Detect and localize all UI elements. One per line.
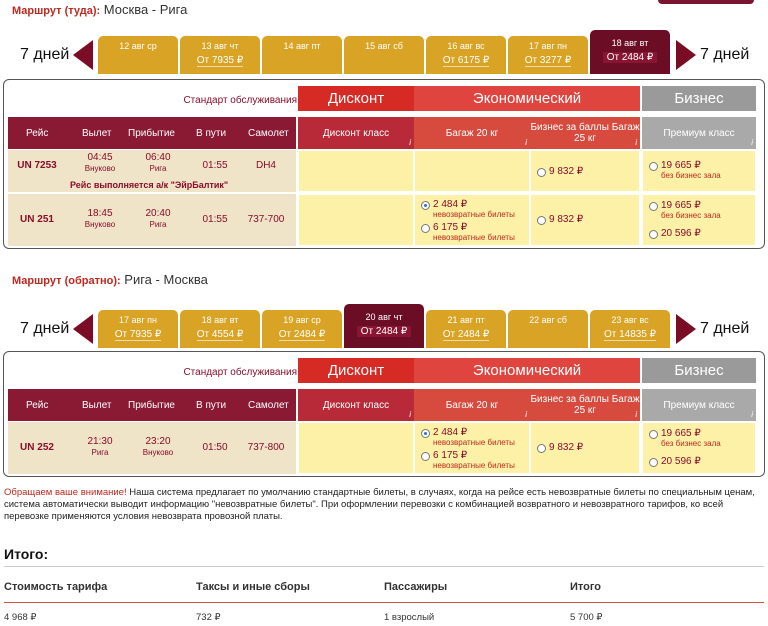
inbound-route-value: Рига - Москва — [124, 272, 208, 287]
date-label: 19 авг ср — [283, 315, 321, 325]
price-note: без бизнес зала — [661, 439, 721, 448]
info-icon[interactable]: i — [751, 138, 753, 147]
date-label: 18 авг вт — [201, 315, 239, 325]
service-standard-label: Стандарт обслуживания — [183, 95, 297, 106]
fare-option-business[interactable] — [649, 429, 721, 449]
outbound-next-week[interactable] — [676, 38, 749, 72]
departure-cell — [72, 436, 128, 458]
plane-type: DH4 — [255, 160, 276, 171]
summary-taxes-value: 732 ₽ — [196, 612, 221, 623]
divider — [4, 602, 764, 603]
price: 9 832 ₽ — [549, 166, 584, 177]
price: 19 665 ₽ — [661, 200, 701, 211]
inbound-date-bar — [0, 308, 768, 352]
table-row — [8, 194, 296, 246]
radio-button[interactable] — [649, 162, 658, 171]
date-label: 17 авг пн — [119, 315, 157, 325]
fare-option-business-2[interactable] — [649, 457, 701, 467]
inbound-prev-week[interactable] — [20, 312, 93, 346]
sub-discount-label: Дисконт класс — [322, 127, 390, 139]
radio-button[interactable] — [649, 458, 658, 467]
fare-cell-points — [530, 194, 640, 246]
arrow-left-icon — [73, 40, 93, 70]
outbound-date-tab[interactable] — [180, 36, 260, 74]
inbound-date-tab[interactable] — [262, 310, 342, 348]
class-business-header: Бизнес — [642, 358, 756, 383]
duration: 01:55 — [202, 214, 228, 225]
dep-airport: Внуково — [84, 220, 116, 229]
radio-button[interactable] — [537, 444, 546, 453]
table-row — [8, 150, 296, 192]
radio-button[interactable] — [649, 202, 658, 211]
summary-passengers-value: 1 взрослый — [384, 612, 435, 623]
fare-cell-empty — [298, 194, 414, 246]
date-label: 20 авг чт — [365, 312, 403, 322]
outbound-prev-week[interactable] — [20, 38, 93, 72]
price: 6 175 ₽ — [433, 222, 468, 233]
class-business-header: Бизнес — [642, 86, 756, 111]
summary-total-value: 5 700 ₽ — [570, 612, 603, 623]
inbound-date-tab[interactable] — [98, 310, 178, 348]
col-arrival: Прибытие — [128, 127, 175, 139]
sub-discount — [298, 389, 414, 421]
radio-button[interactable] — [649, 430, 658, 439]
date-label: 16 авг вс — [447, 41, 485, 51]
sub-premium-label: Премиум класс — [663, 127, 735, 139]
date-label: 13 авг чт — [201, 41, 239, 51]
outbound-date-tab[interactable] — [344, 36, 424, 74]
fare-cell-business — [642, 194, 756, 246]
plane-type: 737-700 — [247, 214, 285, 225]
notice-text — [4, 487, 764, 523]
radio-button[interactable] — [421, 452, 430, 461]
sub-discount-label: Дисконт класс — [322, 399, 390, 411]
fare-cell-economy — [414, 194, 530, 246]
fare-cell-empty — [414, 150, 530, 192]
info-icon[interactable]: i — [409, 410, 411, 419]
flight-number: UN 252 — [20, 442, 54, 453]
info-icon[interactable]: i — [525, 138, 527, 147]
sub-baggage-label: Багаж 20 кг — [445, 127, 499, 139]
date-label: 14 авг пт — [283, 41, 321, 51]
arr-airport: Рига — [149, 164, 167, 173]
departure-cell — [72, 152, 128, 174]
date-price: От 3277 ₽ — [524, 55, 572, 66]
summary-title: Итого: — [4, 546, 49, 562]
outbound-route-value: Москва - Рига — [103, 2, 188, 17]
arr-airport: Внуково — [142, 448, 174, 457]
class-discount-header: Дисконт — [298, 86, 414, 111]
col-arrival: Прибытие — [128, 399, 175, 411]
radio-button-selected[interactable] — [421, 201, 430, 210]
fare-option-economy-2[interactable] — [421, 223, 515, 243]
fare-option-economy-1[interactable] — [421, 428, 515, 448]
info-icon[interactable]: i — [525, 410, 527, 419]
outbound-date-bar — [0, 34, 768, 78]
sub-premium — [642, 117, 756, 149]
arr-time: 20:40 — [145, 208, 171, 219]
date-label: 22 авг сб — [529, 315, 567, 325]
price: 9 832 ₽ — [549, 442, 584, 453]
fare-cell-business — [642, 150, 756, 192]
date-price: От 2484 ₽ — [357, 326, 412, 337]
arrow-left-icon — [73, 314, 93, 344]
date-label: 15 авг сб — [365, 41, 403, 51]
price-note: невозвратные билеты — [433, 461, 515, 470]
col-departure: Вылет — [82, 399, 112, 411]
col-duration: В пути — [196, 399, 227, 411]
outbound-date-tab[interactable] — [508, 36, 588, 74]
price: 2 484 ₽ — [433, 427, 468, 438]
dep-airport: Внуково — [84, 164, 116, 173]
radio-button[interactable] — [421, 224, 430, 233]
price: 2 484 ₽ — [433, 199, 468, 210]
fare-option-economy-2[interactable] — [421, 451, 515, 471]
radio-button[interactable] — [537, 168, 546, 177]
sub-points — [530, 117, 640, 149]
sub-points-label: Бизнес за баллы Багаж 25 кг — [530, 394, 640, 416]
price: 20 596 ₽ — [661, 456, 701, 467]
inbound-prev-label: 7 дней — [20, 320, 70, 337]
price-note: невозвратные билеты — [433, 438, 515, 447]
fare-cell-points — [530, 150, 640, 192]
inbound-route-label: Маршрут (обратно): — [12, 275, 121, 287]
date-price: От 2484 ₽ — [442, 329, 490, 340]
date-price: От 7935 ₽ — [196, 55, 244, 66]
price-note: невозвратные билеты — [433, 210, 515, 219]
summary-header-taxes: Таксы и иные сборы — [196, 581, 310, 593]
dep-time: 21:30 — [87, 436, 113, 447]
radio-button-selected[interactable] — [421, 429, 430, 438]
sub-baggage — [414, 389, 530, 421]
col-plane: Самолет — [248, 399, 289, 411]
arr-time: 06:40 — [145, 152, 171, 163]
table-row — [8, 422, 296, 474]
date-price: От 2484 ₽ — [278, 329, 326, 340]
column-header-row — [8, 117, 296, 149]
class-economy-header: Экономический — [414, 86, 640, 111]
operator-note: Рейс выполняется а/к "ЭйрБалтик" — [70, 180, 229, 190]
inbound-route-title — [12, 272, 208, 287]
dep-airport: Рига — [91, 448, 109, 457]
fare-option-business[interactable] — [649, 161, 721, 181]
dep-time: 04:45 — [87, 152, 113, 163]
price-note: невозвратные билеты — [433, 233, 515, 242]
date-price: От 4554 ₽ — [196, 329, 244, 340]
sub-points-label: Бизнес за баллы Багаж 25 кг — [530, 122, 640, 144]
outbound-route-label: Маршрут (туда): — [12, 5, 101, 17]
divider — [4, 566, 764, 567]
info-icon[interactable]: i — [635, 138, 637, 147]
fare-cell-points — [530, 422, 640, 474]
date-price: От 6175 ₽ — [442, 55, 490, 66]
outbound-route-title — [12, 2, 187, 17]
top-action-button[interactable] — [658, 0, 754, 4]
fare-cell-economy — [414, 422, 530, 474]
date-label: 18 авг вт — [611, 38, 649, 48]
duration: 01:55 — [202, 160, 228, 171]
sub-premium — [642, 389, 756, 421]
outbound-date-tab[interactable] — [98, 36, 178, 74]
sub-premium-label: Премиум класс — [663, 399, 735, 411]
arrival-cell — [128, 152, 188, 174]
departure-cell — [72, 208, 128, 230]
col-flight: Рейс — [26, 127, 49, 139]
fare-option-points[interactable] — [537, 167, 583, 177]
date-label: 23 авг вс — [611, 315, 649, 325]
plane-type: 737-800 — [247, 442, 285, 453]
sub-baggage — [414, 117, 530, 149]
arrival-cell — [128, 436, 188, 458]
info-icon[interactable]: i — [635, 410, 637, 419]
inbound-date-tab[interactable] — [508, 310, 588, 348]
notice-body: Наша система предлагает по умолчанию стандартные билеты, в случаях, когда на рейсе есть невозвратные билеты по специальным ценам, система автоматически выводит информацию "невозвратные билеты". При оформлении перевозки с комбинацией возвратного и невозвратного тарифов, ко всей перевозке применяются условия невозврата провозной платы. — [4, 487, 755, 522]
price: 9 832 ₽ — [549, 214, 584, 225]
arrow-right-icon — [676, 314, 696, 344]
col-duration: В пути — [196, 127, 227, 139]
outbound-fare-table — [3, 79, 765, 249]
summary-header-fare: Стоимость тарифа — [4, 581, 108, 593]
dep-time: 18:45 — [87, 208, 113, 219]
inbound-date-tab[interactable] — [590, 310, 670, 348]
fare-option-points[interactable] — [537, 215, 583, 225]
class-economy-header: Экономический — [414, 358, 640, 383]
price-note: без бизнес зала — [661, 211, 721, 220]
date-price: От 7935 ₽ — [114, 329, 162, 340]
outbound-prev-label: 7 дней — [20, 46, 70, 63]
flight-number: UN 251 — [20, 214, 54, 225]
arrow-right-icon — [676, 40, 696, 70]
price: 19 665 ₽ — [661, 160, 701, 171]
col-flight: Рейс — [26, 399, 49, 411]
fare-option-points[interactable] — [537, 443, 583, 453]
duration: 01:50 — [202, 442, 228, 453]
date-label: 21 авг пт — [447, 315, 485, 325]
price-note: без бизнес зала — [661, 171, 721, 180]
sub-baggage-label: Багаж 20 кг — [445, 399, 499, 411]
inbound-next-label: 7 дней — [700, 320, 750, 337]
fare-option-business-2[interactable] — [649, 229, 701, 239]
arr-airport: Рига — [149, 220, 167, 229]
outbound-date-tab-active[interactable] — [590, 30, 670, 74]
info-icon[interactable]: i — [751, 410, 753, 419]
price: 19 665 ₽ — [661, 428, 701, 439]
col-departure: Вылет — [82, 127, 112, 139]
outbound-date-tab[interactable] — [262, 36, 342, 74]
date-label: 12 авг ср — [119, 41, 157, 51]
inbound-fare-table — [3, 351, 765, 477]
fare-cell-business — [642, 422, 756, 474]
price: 6 175 ₽ — [433, 450, 468, 461]
sub-points — [530, 389, 640, 421]
service-standard-label: Стандарт обслуживания — [183, 367, 297, 378]
class-discount-header: Дисконт — [298, 358, 414, 383]
summary-fare-value: 4 968 ₽ — [4, 612, 37, 623]
radio-button[interactable] — [537, 216, 546, 225]
inbound-date-tab[interactable] — [426, 310, 506, 348]
sub-discount — [298, 117, 414, 149]
fare-option-economy-1[interactable] — [421, 200, 515, 220]
outbound-date-tab[interactable] — [426, 36, 506, 74]
radio-button[interactable] — [649, 230, 658, 239]
fare-cell-empty — [298, 422, 414, 474]
flight-number: UN 7253 — [17, 160, 57, 171]
column-header-row — [8, 389, 296, 421]
price: 20 596 ₽ — [661, 228, 701, 239]
fare-cell-empty — [298, 150, 414, 192]
date-price: От 14835 ₽ — [603, 329, 657, 340]
outbound-next-label: 7 дней — [700, 46, 750, 63]
summary-header-total: Итого — [570, 581, 602, 593]
inbound-date-tab[interactable] — [180, 310, 260, 348]
inbound-date-tab-active[interactable] — [344, 304, 424, 348]
col-plane: Самолет — [248, 127, 289, 139]
arrival-cell — [128, 208, 188, 230]
arr-time: 23:20 — [145, 436, 171, 447]
fare-option-business[interactable] — [649, 201, 721, 221]
notice-attention: Обращаем ваше внимание! — [4, 487, 127, 498]
date-price: От 2484 ₽ — [603, 52, 658, 63]
info-icon[interactable]: i — [409, 138, 411, 147]
inbound-next-week[interactable] — [676, 312, 749, 346]
date-label: 17 авг пн — [529, 41, 567, 51]
summary-header-passengers: Пассажиры — [384, 581, 448, 593]
